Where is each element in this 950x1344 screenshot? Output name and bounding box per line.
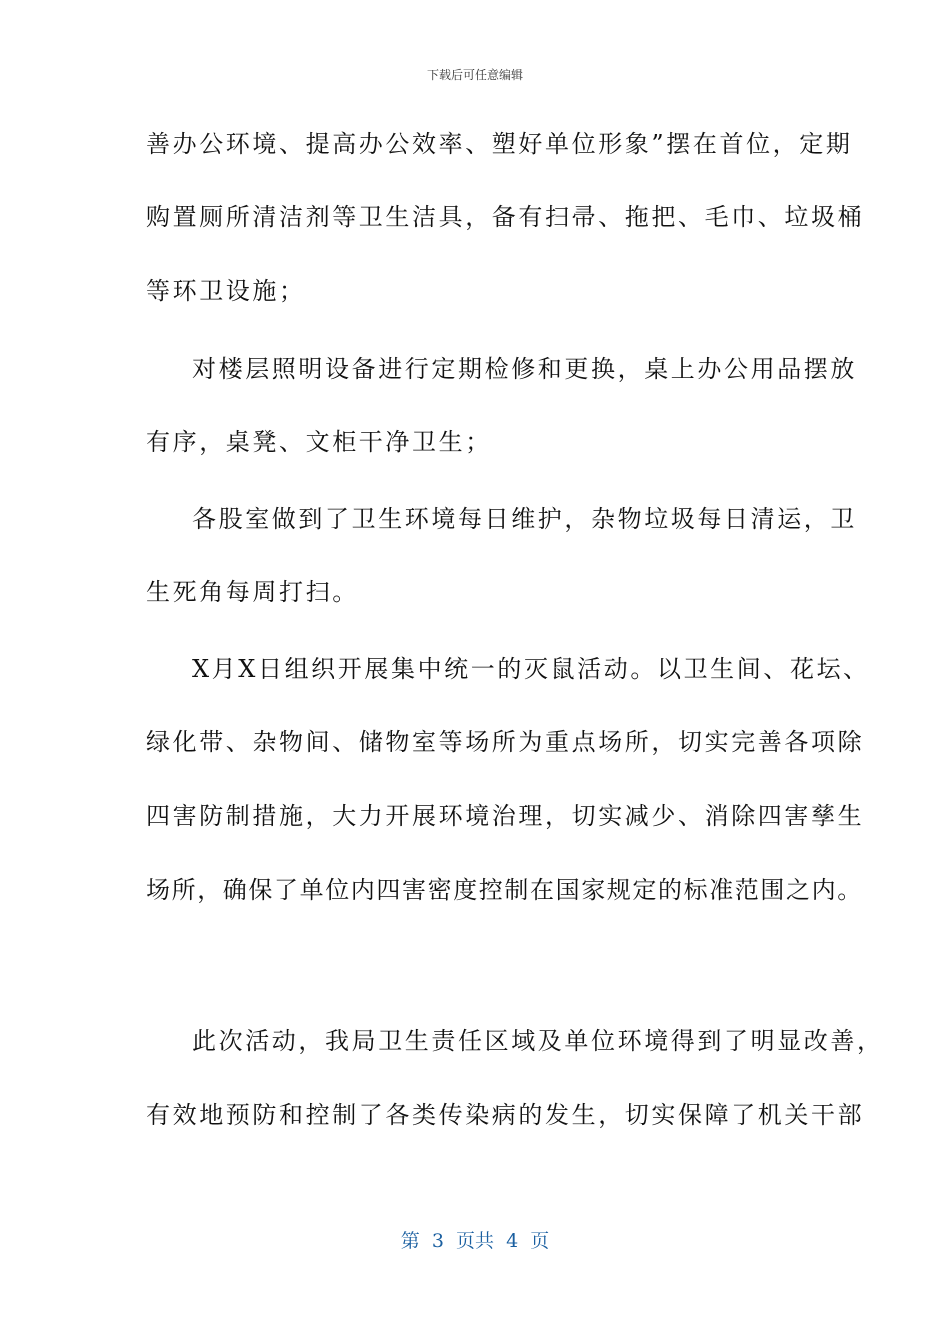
- body-text-line: 场所，确保了单位内四害密度控制在国家规定的标准范围之内。: [146, 876, 863, 904]
- body-text-line: 有效地预防和控制了各类传染病的发生，切实保障了机关干部: [146, 1101, 865, 1129]
- body-text-line: 等环卫设施；: [146, 277, 306, 305]
- page-header-note: 下载后可任意编辑: [426, 68, 523, 82]
- body-text-line: 有序，桌凳、文柜干净卫生；: [146, 428, 492, 456]
- body-text-line: 购置厕所清洁剂等卫生洁具，备有扫帚、拖把、毛巾、垃圾桶: [146, 203, 865, 231]
- body-text-line: 善办公环境、提高办公效率、塑好单位形象”摆在首位，定期: [146, 130, 853, 158]
- body-text-line: 对楼层照明设备进行定期检修和更换，桌上办公用品摆放: [192, 355, 857, 383]
- body-text-line: 生死角每周打扫。: [146, 578, 359, 606]
- body-text-line: X月X日组织开展集中统一的灭鼠活动。以卫生间、花坛、: [192, 655, 870, 683]
- body-text-line: 四害防制措施，大力开展环境治理，切实减少、消除四害孳生: [146, 802, 865, 830]
- body-text-line: 各股室做到了卫生环境每日维护，杂物垃圾每日清运，卫: [192, 505, 857, 533]
- page-number-footer: 第 3 页共 4 页: [400, 1230, 550, 1252]
- body-text-line: 此次活动，我局卫生责任区域及单位环境得到了明显改善，: [192, 1027, 884, 1055]
- body-text-line: 绿化带、杂物间、储物室等场所为重点场所，切实完善各项除: [146, 728, 865, 756]
